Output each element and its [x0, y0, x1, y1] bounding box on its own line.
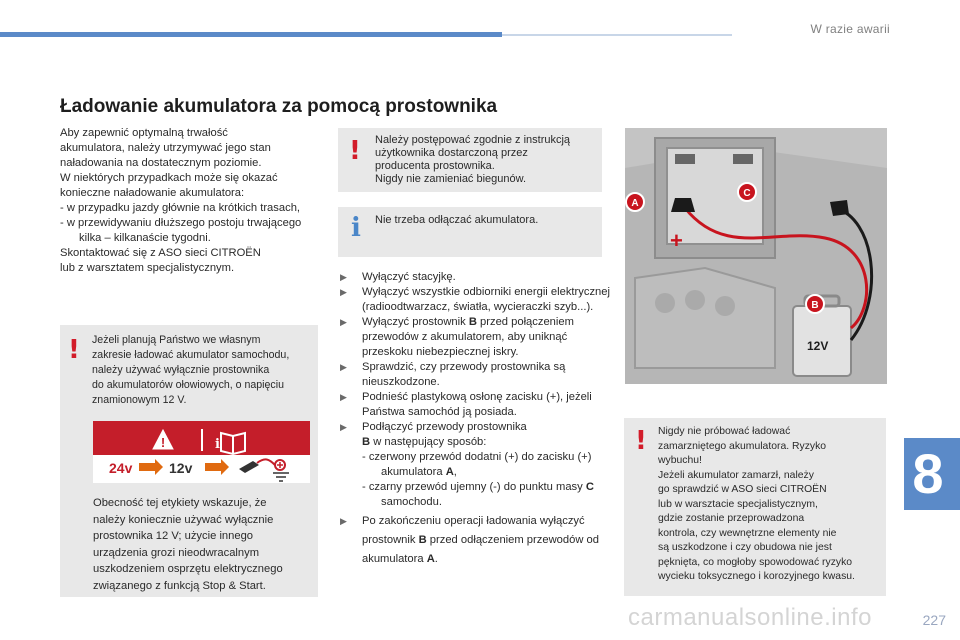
step-marker-icon: ▶ [340, 287, 347, 297]
voltage-warning-label [93, 421, 310, 483]
note-line: Obecność tej etykiety wskazuje, że [93, 497, 267, 509]
substep: - czerwony przewód dodatni (+) do zacisku (+) akumulatora A, [362, 451, 592, 478]
step-marker-icon: ▶ [340, 317, 347, 327]
warning-line: są uszkodzone i czy obudowa nie jest [658, 542, 832, 553]
watermark: carmanualsonline.info [628, 604, 872, 631]
warning-line: lub w warsztacie specjalistycznym, [658, 498, 818, 510]
charging-illustration [625, 128, 887, 384]
step-item: ▶ Podnieść plastykową osłonę zacisku (+), jeżeli Państwa samochód ją posiada. [340, 391, 592, 418]
charger-voltage-label: 12V [807, 339, 829, 353]
warning-exclamation-icon: ! [635, 426, 647, 456]
intro-line: W niektórych przypadkach może się okazać [60, 172, 278, 184]
intro-text [60, 126, 315, 276]
svg-text:!: ! [160, 435, 166, 450]
warning-box-top [338, 128, 602, 192]
warning-line: zamarzniętego akumulatora. Ryzyko [658, 440, 827, 452]
intro-bullet: - w przewidywaniu dłuższego postoju trwającego kilka – kilkanaście tygodni. [60, 217, 302, 244]
label-24v: 24v [109, 460, 133, 476]
step-item: ▶ Podłączyć przewody prostownika B w następujący sposób: [340, 421, 527, 448]
note-line: prostownika 12 V; użycie innego [93, 530, 254, 542]
page-title: Ładowanie akumulatora za pomocą prostownika [60, 96, 498, 117]
info-text: Nie trzeba odłączać akumulatora. [375, 214, 539, 226]
note-line: urządzenia grozi nieodwracalnym [93, 546, 260, 559]
label-12v: 12v [169, 460, 193, 476]
step-item: ▶ Sprawdzić, czy przewody prostownika są nieuszkodzone. [340, 361, 566, 388]
intro-bullet: - w przypadku jazdy głównie na krótkich trasach, [60, 202, 301, 214]
plus-sign: + [670, 228, 683, 253]
warning-line: producenta prostownika. [375, 160, 495, 172]
info-icon: i [351, 213, 361, 243]
warning-line: pęknięta, co mogłoby spowodować ryzyko [658, 556, 853, 568]
warning-left-text [92, 333, 316, 408]
ground-icon [273, 473, 289, 481]
engine-bay-figure [625, 128, 887, 384]
warning-line: Nigdy nie próbować ładować [658, 426, 791, 437]
intro-closing-line: lub z warsztatem specjalistycznym. [60, 262, 235, 274]
top-accent-bar-thin [502, 34, 732, 36]
warning-exclamation-icon: ! [68, 335, 80, 365]
step-item: ▶ Wyłączyć prostownik B przed połączeniem przewodów z akumulatorem, aby uniknąć przeskoku niebezpiecznej iskry. [340, 316, 574, 358]
note-line: należy koniecznie używać wyłącznie [93, 513, 274, 526]
step-item: ▶ Po zakończeniu operacji ładowania wyłączyć prostownik B przed odłączeniem przewodów od akumulatora A. [340, 512, 610, 569]
svg-text:A: A [631, 198, 639, 209]
arrow-right-icon [205, 459, 229, 475]
warning-line: Nigdy nie zamieniać biegunów. [375, 173, 527, 185]
note-line: uszkodzeniem osprzętu elektrycznego [93, 563, 283, 575]
red-clamp [671, 198, 695, 212]
warning-line: do akumulatorów ołowiowych, o napięciu [92, 379, 284, 391]
label-graphic [93, 421, 310, 483]
warning-line: wybuchu! [658, 455, 702, 466]
warning-line: użytkownika dostarczoną przez [375, 147, 528, 159]
steps-list [340, 270, 610, 569]
step-item: ▶ Wyłączyć stacyjkę. [340, 271, 456, 283]
warning-line: go sprawdzić w ASO sieci CITROËN [658, 484, 827, 495]
warning-line: Jeżeli planują Państwo we własnym [92, 334, 261, 346]
step-marker-icon: ▶ [340, 392, 347, 402]
note-line: związanego z funkcją Stop & Start. [93, 579, 266, 592]
warning-line: wycieku toksycznego i korozyjnego kwasu. [658, 571, 855, 582]
step-marker-icon: ▶ [340, 272, 347, 282]
svg-text:C: C [743, 188, 751, 199]
warning-line: gdzie zostanie przeprowadzona [658, 513, 805, 524]
step-item: ▶ Wyłączyć wszystkie odbiorniki energii elektrycznej (radioodtwarzacz, światła, wycieraczki szyb...). [340, 286, 610, 313]
warning-top-text [375, 134, 599, 186]
intro-line: akumulatora, należy utrzymywać jego stan [60, 142, 271, 154]
intro-line: Aby zapewnić optymalną trwałość [60, 127, 228, 139]
intro-line: konieczne naładowanie akumulatora: [60, 187, 245, 199]
intro-closing-line: Skontaktować się z ASO sieci CITROËN [60, 247, 261, 259]
warning-line: kontrola, czy wewnętrzne elementy nie [658, 527, 837, 539]
warning-line: znamionowym 12 V. [92, 394, 187, 406]
info-box [338, 207, 602, 257]
black-clamp [830, 200, 849, 216]
warning-line: Należy postępować zgodnie z instrukcją [375, 134, 571, 146]
top-accent-bar [0, 32, 502, 37]
svg-text:B: B [811, 300, 819, 311]
section-header: W razie awarii [810, 22, 890, 36]
arrow-right-icon [139, 459, 163, 475]
page-number: 227 [922, 612, 946, 628]
label-note [93, 495, 317, 594]
warning-line: zakresie ładować akumulator samochodu, [92, 349, 290, 361]
warning-box-right [624, 418, 886, 596]
substep: - czarny przewód ujemny (-) do punktu masy C samochodu. [362, 481, 594, 508]
warning-line: Jeżeli akumulator zamarzł, należy [658, 469, 814, 481]
svg-text:i: i [215, 437, 220, 452]
warning-exclamation-icon: ! [349, 136, 361, 166]
clamp-icon [239, 461, 259, 473]
intro-line: naładowania na dostatecznym poziomie. [60, 157, 262, 169]
warning-right-text [658, 425, 884, 585]
chapter-number: 8 [912, 442, 944, 505]
step-marker-icon: ▶ [340, 362, 347, 372]
step-marker-icon: ▶ [340, 422, 347, 432]
warning-line: należy używać wyłącznie prostownika [92, 364, 270, 376]
step-marker-icon: ▶ [340, 516, 347, 526]
